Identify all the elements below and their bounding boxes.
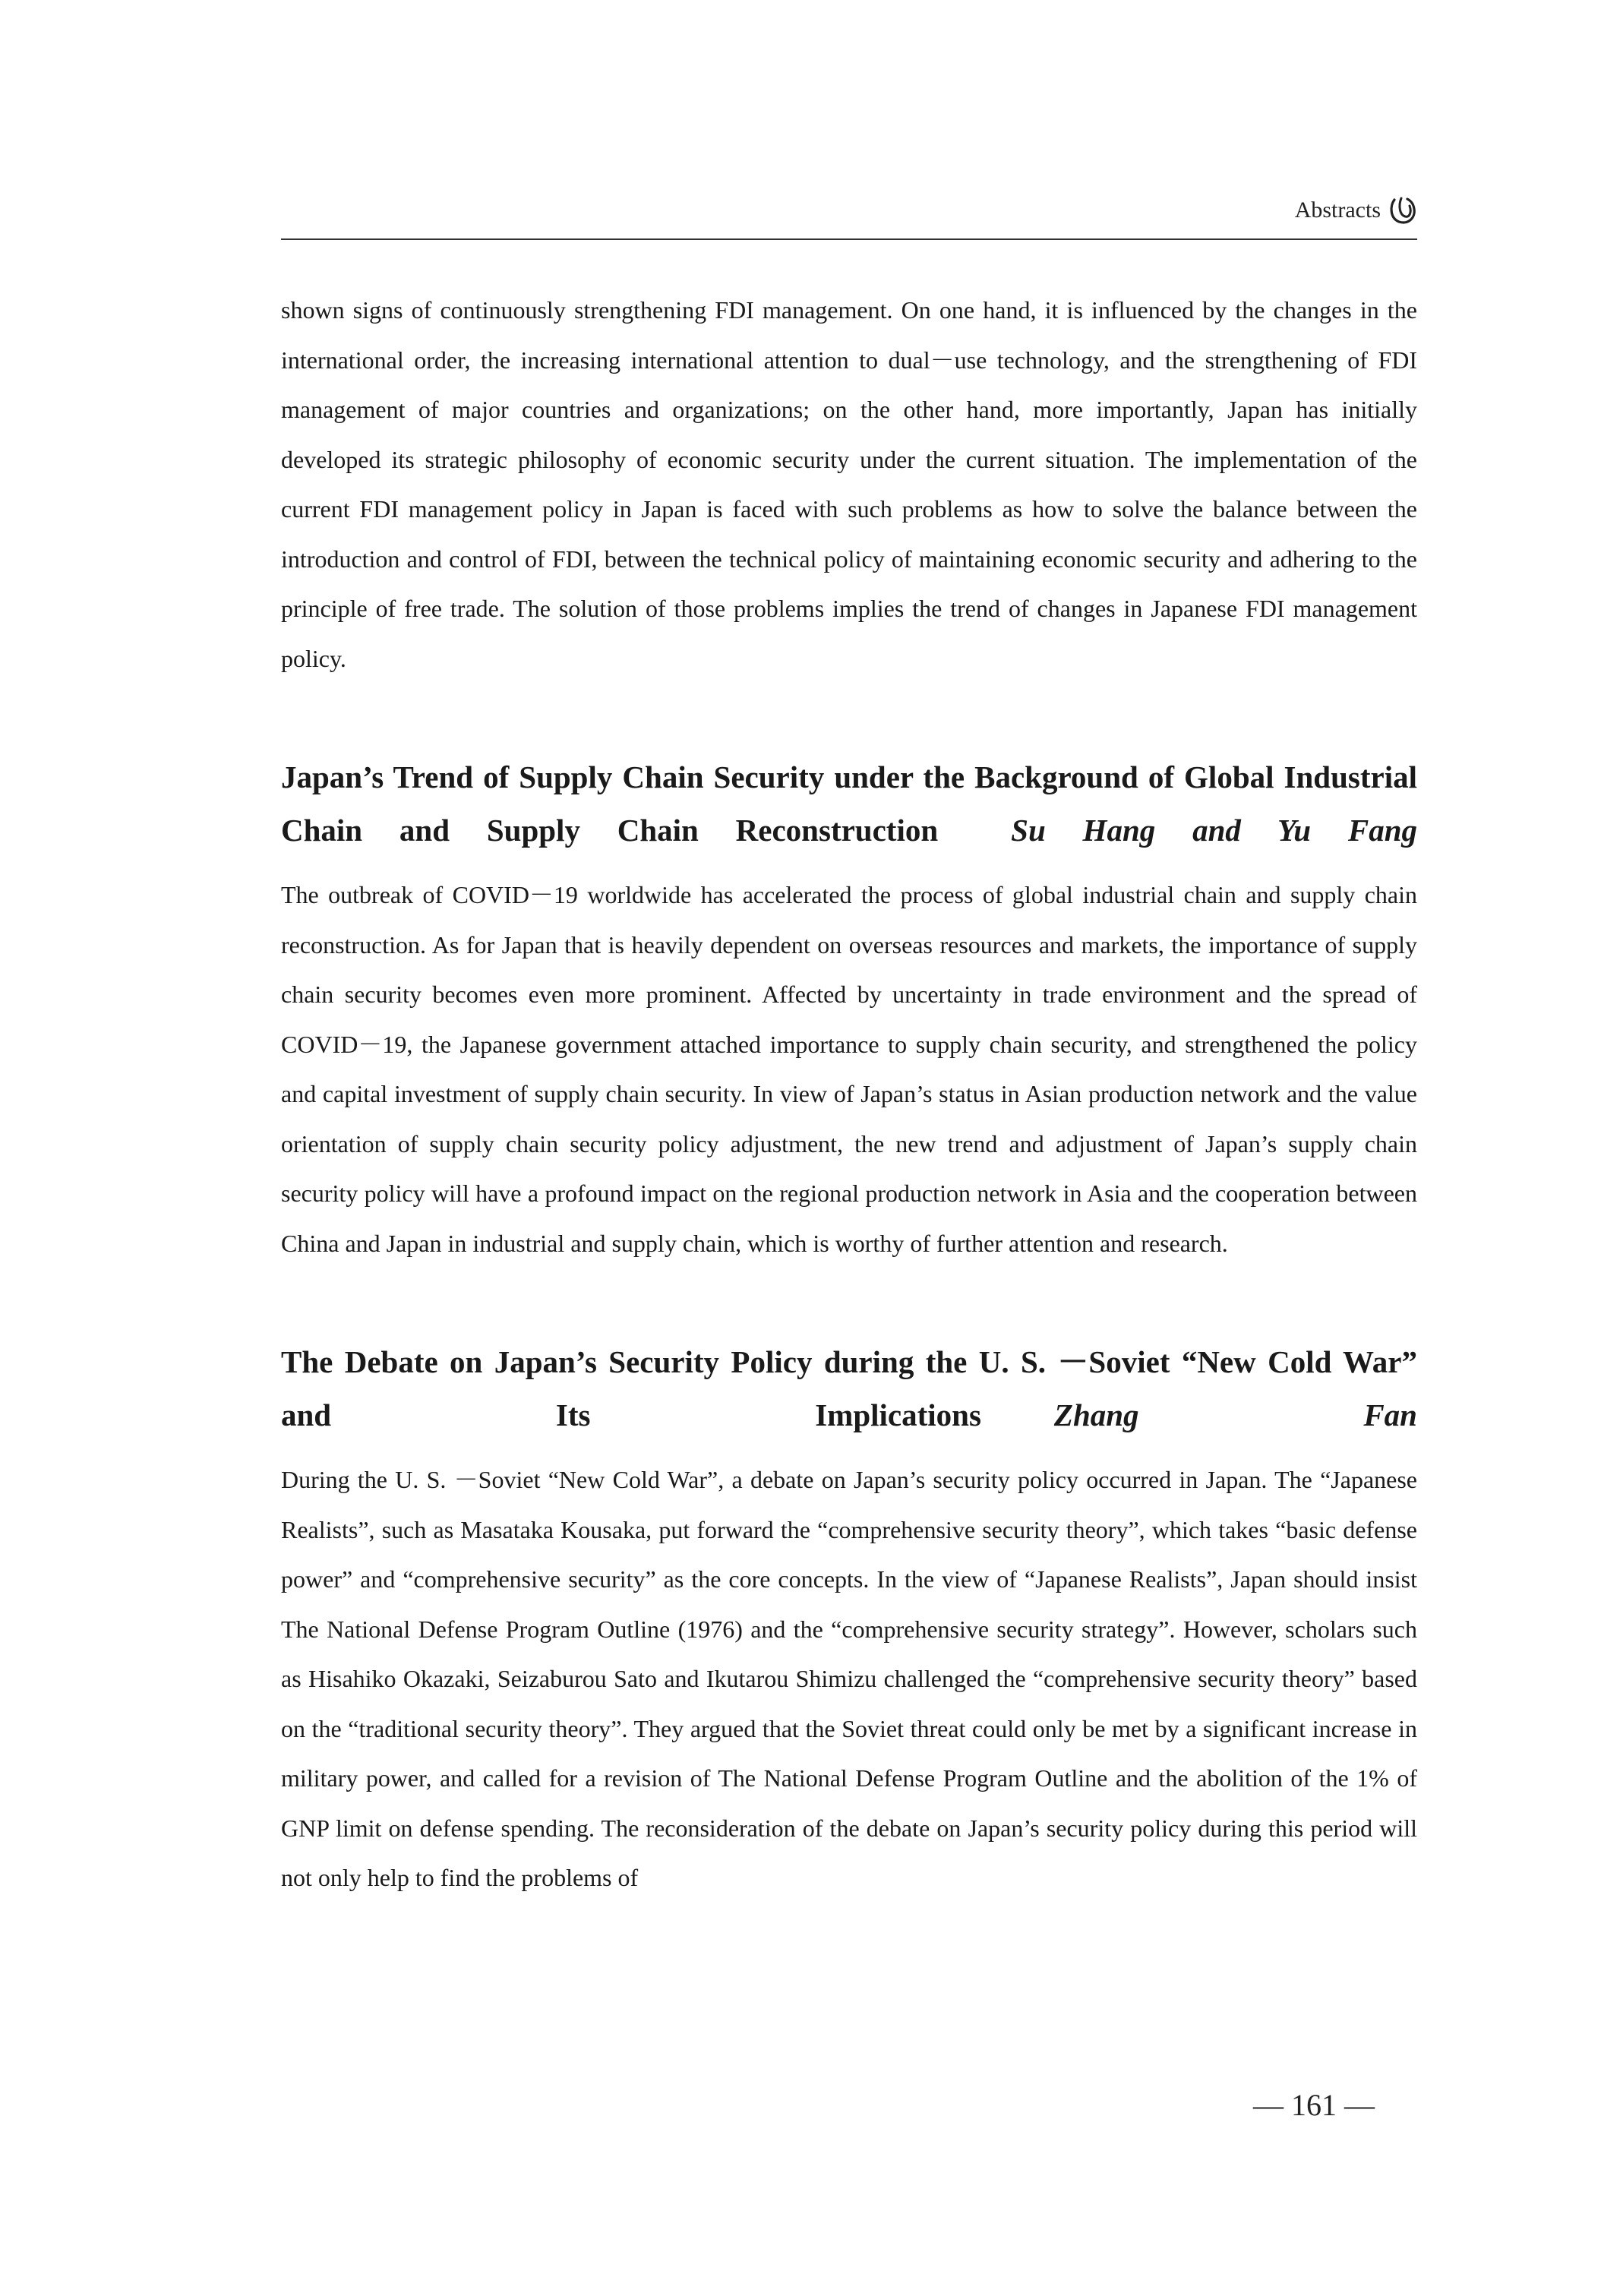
journal-logo-icon xyxy=(1388,195,1417,226)
intro-paragraph: shown signs of continuously strengthening FDI management. On one hand, it is influenced by the changes in the international order, the increasing international attention to dual－use technology, and the strengthening of FDI management of major countries and organizations; on the other hand, more importantly, Japan has initially developed its strategic philosophy of economic security under the current situation. The implementation of the current FDI management policy in Japan is faced with such problems as how to solve the balance between the introduction and control of FDI, between the technical policy of maintaining economic security and adhering to the principle of free trade. The solution of those problems implies the trend of changes in Japanese FDI management policy. xyxy=(281,296,1417,672)
page-body xyxy=(281,286,1417,1903)
section-label: Abstracts xyxy=(1294,197,1381,223)
article-title-text: Japan’s Trend of Supply Chain Security under the Background of Global Industrial Chain and Supply Chain Reconstruction xyxy=(281,760,1417,848)
running-header xyxy=(281,190,1417,231)
article-author: Su Hang and Yu Fang xyxy=(1011,813,1417,848)
article-author: Zhang Fan xyxy=(1053,1397,1417,1432)
header-rule xyxy=(281,238,1417,240)
page-number: — 161 — xyxy=(1253,2088,1375,2122)
article-abstract-1: The outbreak of COVID－19 worldwide has accelerated the process of global industrial chain and supply chain reconstruction. As for Japan that is heavily dependent on overseas resources and markets, the importance of supply chain security becomes even more prominent. Affected by uncertainty in trade environment and the spread of COVID－19, the Japanese government attached importance to supply chain security, and strengthened the policy and capital investment of supply chain security. In view of Japan’s status in Asian production network and the value orientation of supply chain security policy adjustment, the new trend and adjustment of Japan’s supply chain security policy will have a profound impact on the regional production network in Asia and the cooperation between China and Japan in industrial and supply chain, which is worthy of further attention and research. xyxy=(281,881,1417,1257)
article-title-2 xyxy=(281,1335,1417,1442)
article-title-1 xyxy=(281,750,1417,857)
article-title-text: The Debate on Japan’s Security Policy during the U. S. －Soviet “New Cold War” and Its Implications xyxy=(281,1344,1417,1432)
article-abstract-2: During the U. S. －Soviet “New Cold War”, a debate on Japan’s security policy occurred in Japan. The “Japanese Realists”, such as Masataka Kousaka, put forward the “comprehensive security theory”, which takes “basic defense power” and “comprehensive security” as the core concepts. In the view of “Japanese Realists”, Japan should insist The National Defense Program Outline (1976) and the “comprehensive security strategy”. However, scholars such as Hisahiko Okazaki, Seizaburou Sato and Ikutarou Shimizu challenged the “comprehensive security theory” based on the “traditional security theory”. They argued that the Soviet threat could only be met by a significant increase in military power, and called for a revision of The National Defense Program Outline and the abolition of the 1% of GNP limit on defense spending. The reconsideration of the debate on Japan’s security policy during this period will not only help to find the problems of xyxy=(281,1466,1417,1891)
